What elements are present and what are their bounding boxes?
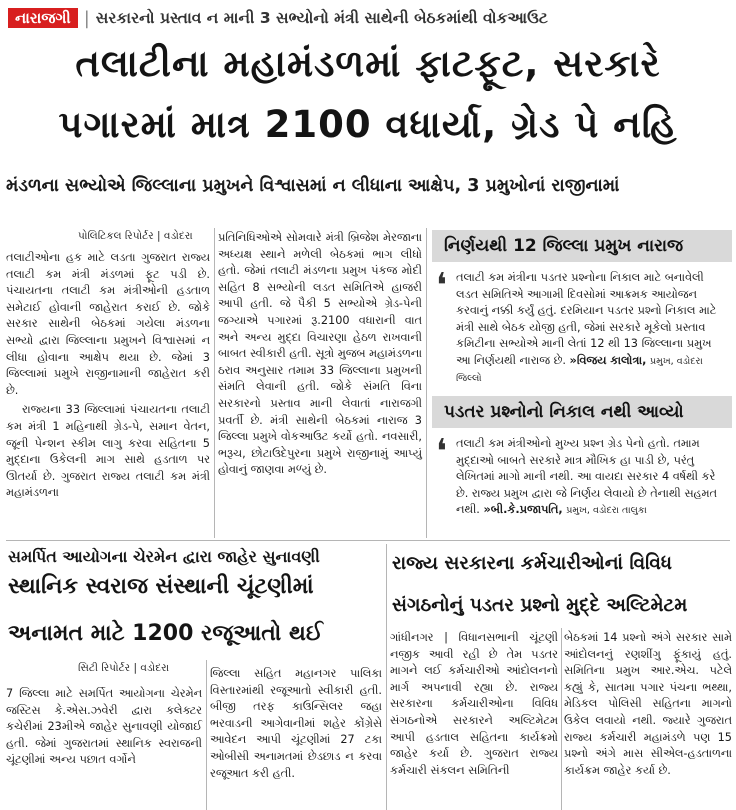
- box1-quote: [436, 266, 728, 384]
- box1-title: નિર્ણયથી 12 જિલ્લા પ્રમુખ નારાજ: [432, 230, 732, 262]
- story3-headline-1: રાજ્ય સરકારના કર્મચારીઓનાં વિવિધ: [392, 553, 672, 574]
- box2-title: પડતર પ્રશ્નોનો નિકાલ નથી આવ્યો: [432, 396, 732, 428]
- box2-quote-name: »બી.કે.પ્રજાપતિ,: [483, 503, 563, 516]
- section-divider: [6, 540, 730, 541]
- story3-column-1: ગાંધીનગર | વિધાનસભાની ચૂંટણી નજીક આવી રહી છે તેમ પડતર માગને લઈ કર્મચારીઓ આંદોલનનો માર્ગ અપનાવી રહ્યા છે. રાજ્ય સરકારના કર્મચારીઓના વિવિધ સંગઠનોએ સરકારને અલ્ટિમેટમ આપી હડતાલ સહિતના કાર્યક્રમો જાહેર કર્યા છે. ગુજરાત રાજ્ય કર્મચારી સંકલન સમિતિની: [390, 631, 558, 777]
- box2-quote-role: પ્રમુખ, વડોદરા તાલુકા: [566, 505, 647, 516]
- column-rule: [214, 228, 215, 538]
- column-rule: [386, 544, 387, 810]
- box1-quote-text: [436, 270, 728, 388]
- quote-mark-icon: ❛: [436, 266, 447, 306]
- main-col1-para-1: તલાટીઓના હક માટે લડતા ગુજરાત રાજ્ય તલાટી કમ મંત્રી મંડળમાં ફૂટ પડી છે. પંચાયતના તલાટી કમ મંત્રીઓની હડતાળ સમેટાઈ હોવાની જાહેરાત કરાઈ છે. જોકે સરકાર સાથેની બેઠકમાં ગયેલા મંડળના સભ્યો દ્વારા જિલ્લાના પ્રમુખને વિશ્વાસમાં ન લીધા હોવાના આક્ષેપ થયા છે. જેમાં 3 જિલ્લામાં પ્રમુખે રાજીનામાની જાહેરાત કરી છે.: [6, 251, 210, 397]
- story3-headline-2: સંગઠનોનું પડતર પ્રશ્નો મુદ્દે અલ્ટિમેટમ: [392, 595, 688, 616]
- box1-quote-body: તલાટી કમ મંત્રીના પડતર પ્રશ્નોના નિકાલ માટે બનાવેલી લડત સમિતિએ આગામી દિવસોમાં આક્રમક આયોજન કરવાનું નક્કી કર્યું હતું. દરમિયાન પડતર પ્રશ્નો નિકાલ માટે મંત્રી સાથે બેઠક યોજી હતી, જેમાં સરકારે મૂકેલો પ્રસ્તાવ કમિટીના સભ્યોએ માની લેતાં 12 થી 13 જિલ્લાના પ્રમુખ આ નિર્ણયથી નારાજ છે.: [456, 271, 717, 367]
- main-col1-para-2: રાજ્યના 33 જિલ્લામાં પંચાયતના તલાટી કમ મંત્રી 1 મહિનાથી ગ્રેડ-પે, સમાન વેતન, જૂની પેન્શન સ્કીમ લાગુ કરવા સહિતના 5 મુદ્દાના ઉકેલની માગ સાથે હડતાળ પર ઊતર્યા છે. ગુજરાત રાજ્ય તલાટી કમ મંત્રી મહામંડળના: [6, 403, 210, 500]
- kicker: [8, 6, 728, 30]
- kicker-tag: નારાજગી: [8, 8, 78, 28]
- box2-quote: [436, 432, 728, 536]
- story3-column-2: બેઠકમાં 14 પ્રશ્નો અંગે સરકાર સામે આંદોલનનું રણશીંગુ ફૂંકાયું હતું. સમિતિના પ્રમુખ આર.એચ. પટેલે કહ્યું કે, સાતમા પગાર પંચના ભથ્થા, મેડિકલ પોલિસી સહિતના માગનો ઉકેલ લવાયો નથી. જ્યારે ગુજરાત રાજ્ય કર્મચારી મહામંડળે પણ 15 પ્રશ્નો અંગે માસ સીએલ-હડતાળના કાર્યક્રમ જાહેર કર્યા છે.: [564, 631, 732, 777]
- story2-byline: સિટી રિપોર્ટર | વડોદરા: [78, 662, 170, 674]
- column-rule: [561, 628, 562, 810]
- story2-column-2: જિલ્લા સહિત મહાનગર પાલિકા વિસ્તારમાંથી રજૂઆતો સ્વીકારી હતી. બીજી તરફ કાઉન્સિલર જહા ભરવાડની આગેવાનીમાં શહેર કોંગ્રેસે આવેદન આપી ચૂંટણીમાં 27 ટકા ઓબીસી અનામતમાં છેડછાડ ન કરવા રજૂઆત કરી હતી.: [210, 667, 382, 780]
- headline-line-1: તલાટીના મહામંડળમાં ફાટફૂટ, સરકારે: [75, 42, 661, 85]
- box2-quote-body: તલાટી કમ મંત્રીઓનો મુખ્ય પ્રશ્ન ગ્રેડ પેનો હતો. તમામ મુદ્દાઓ બાબતે સરકારે માત્ર મૌખિક હા પાડી છે, પરંતુ લેખિતમાં માગો માની નથી. આ વાયદા સરકાર 4 વર્ષથી કરે છે. રાજ્ય પ્રમુખ દ્વારા જે નિર્ણય લેવાયો છે તેનાથી સહમત નથી.: [456, 437, 718, 516]
- kicker-text: સરકારનો પ્રસ્તાવ ન માની 3 સભ્યોનો મંત્રી સાથેની બેઠકમાંથી વોકઆઉટ: [95, 8, 548, 27]
- column-rule: [426, 228, 427, 538]
- box1-quote-name: »વિજય કાલોત્રા,: [569, 353, 647, 367]
- column-rule: [206, 660, 207, 810]
- box2-quote-text: [436, 436, 728, 520]
- box1-quote-role: પ્રમુખ, વડોદરા જિલ્લો: [456, 355, 703, 384]
- kicker-separator: |: [83, 7, 90, 29]
- subdeck: મંડળના સભ્યોએ જિલ્લાના પ્રમુખને વિશ્વાસમાં ન લીધાના આક્ષેપ, 3 પ્રમુખોનાં રાજીનામાં: [6, 176, 620, 196]
- story2-headline-2: અનામત માટે 1200 રજૂઆતો થઈ: [8, 621, 323, 646]
- quote-mark-icon: ❛: [436, 432, 447, 472]
- main-byline: પોલિટિકલ રિપોર્ટર | વડોદરા: [78, 230, 193, 242]
- headline-line-2: પગારમાં માત્ર 2100 વધાર્યા, ગ્રેડ પે નહિ: [58, 103, 678, 146]
- main-column-2: [218, 230, 422, 535]
- main-column-1: [6, 250, 210, 535]
- story2-column-1: 7 જિલ્લા માટે સમર્પિત આયોગના ચેરમેન જસ્ટિસ કે.એસ.ઝવેરી દ્વારા કલેક્ટર કચેરીમાં 23મીએ જાહેર સુનાવણી યોજાઈ હતી. જેમાં ગુજરાતમાં સ્થાનિક સ્વરાજની ચૂંટણીમાં અન્ય પછાત વર્ગોને: [6, 687, 202, 767]
- story2-kicker: સમર્પિત આયોગના ચેરમેન દ્વારા જાહેર સુનાવણી: [8, 547, 320, 566]
- main-col2-para-1: પ્રતિનિધિઓએ સોમવારે મંત્રી બ્રિજેશ મેરજાના અધ્યક્ષ સ્થાને મળેલી બેઠકમાં ભાગ લીધો હતો. જેમાં તલાટી મંડળના પ્રમુખ પંકજ મોદી સહિત 8 સભ્યોની લડત સમિતિએ હાજરી આપી હતી. જે પૈકી 5 સભ્યોએ ગ્રેડ-પેની જગ્યાએ પગારમાં રૂ.2100 વધારાની વાત અને અન્ય મુદ્દા વિચારણા હેઠળ રાખવાની બાબત સ્વીકારી હતી. સૂત્રો મુજબ મહામંડળના ઠરાવ અનુસાર તમામ 33 જિલ્લાના પ્રમુખની સંમતિ લેવાની હતી. જોકે સંમતિ વિના સરકારનો પ્રસ્તાવ માની લેવાતાં નારાજગી પ્રવર્તી છે. મંત્રી સાથેની બેઠકમાં નારાજ 3 જિલ્લા પ્રમુખે વોકઆઉટ કર્યો હતો. નવસારી, ભરૂચ, છોટાઉદેપુરના પ્રમુખે રાજીનામું આપ્યું હોવાનું જાણવા મળ્યું છે.: [218, 231, 422, 477]
- story2-headline-1: સ્થાનિક સ્વરાજ સંસ્થાની ચૂંટણીમાં: [8, 574, 314, 599]
